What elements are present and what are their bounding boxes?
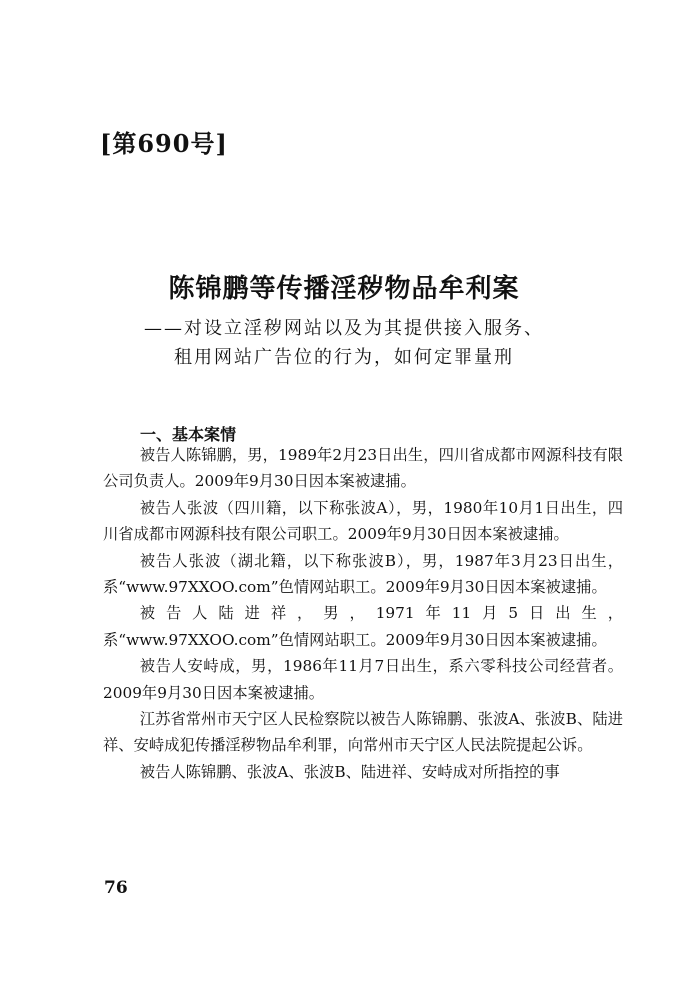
paragraph-defendant-lu: 被告人陆进祥，男，1971年11月5日出生，系“www.97XXOO.com”色情网站职工。2009年9月30日因本案被逮捕。 xyxy=(103,604,623,649)
case-subtitle-line-1: ——对设立淫秽网站以及为其提供接入服务、 xyxy=(144,318,544,339)
paragraph-prosecution: 江苏省常州市天宁区人民检察院以被告人陈锦鹏、张波A、张波B、陆进祥、安峙成犯传播淫秽物品牟利罪，向常州市天宁区人民法院提起公诉。 xyxy=(103,710,623,755)
case-title: 陈锦鹏等传播淫秽物品牟利案 xyxy=(168,274,520,304)
paragraph-defendant-zhang-a: 被告人张波（四川籍，以下称张波A），男，1980年10月1日出生，四川省成都市网源科技有限公司职工。2009年9月30日因本案被逮捕。 xyxy=(103,498,623,544)
paragraph-continuation: 被告人陈锦鹏、张波A、张波B、陆进祥、安峙成对所指控的事 xyxy=(139,762,560,781)
page-number: 76 xyxy=(104,878,128,898)
paragraph-defendant-an: 被告人安峙成，男，1986年11月7日出生，系六零科技公司经营者。2009年9月30日因本案被逮捕。 xyxy=(103,657,623,702)
case-subtitle-line-2: 租用网站广告位的行为，如何定罪量刑 xyxy=(174,347,514,368)
case-number: [第690号] xyxy=(100,129,228,158)
paragraph-defendant-chen: 被告人陈锦鹏，男，1989年2月23日出生，四川省成都市网源科技有限公司负责人。2009年9月30日因本案被逮捕。 xyxy=(103,446,623,491)
body-text xyxy=(103,442,623,785)
section-heading: 一、基本案情 xyxy=(140,425,237,444)
paragraph-defendant-zhang-b: 被告人张波（湖北籍，以下称张波B），男，1987年3月23日出生，系“www.97XXOO.com”色情网站职工。2009年9月30日因本案被逮捕。 xyxy=(103,551,623,597)
